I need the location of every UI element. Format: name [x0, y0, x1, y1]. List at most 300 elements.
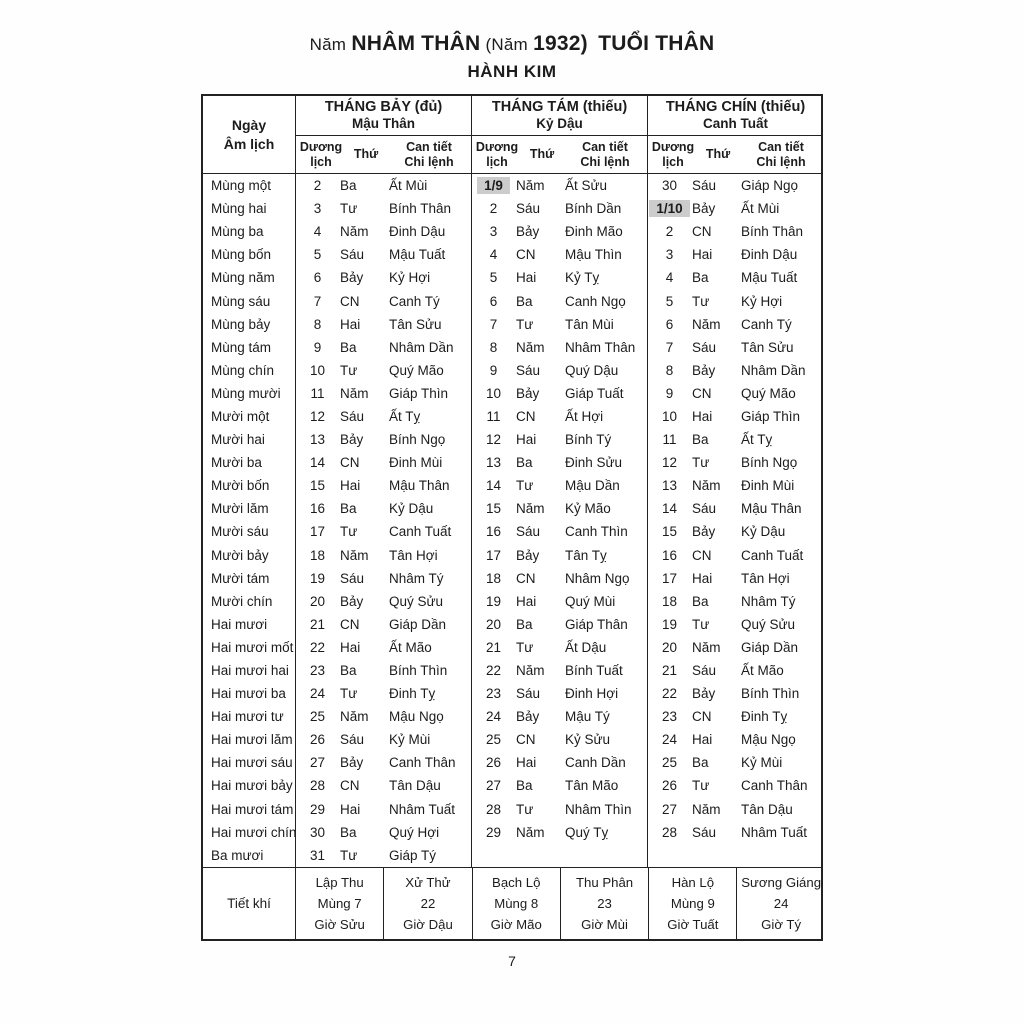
solar-date-cell: 11: [295, 382, 339, 405]
canchi-cell: Mậu Thân: [741, 501, 802, 517]
weekday-cell: Tư: [516, 801, 534, 817]
tietkhi-cell: [560, 868, 648, 939]
weekday-cell: Ba: [340, 178, 357, 194]
table-row: [203, 705, 821, 728]
tietkhi-label: Tiết khí: [227, 895, 271, 911]
canchi-cell: Kỷ Sửu: [565, 732, 611, 748]
solar-date-cell: 3: [471, 220, 515, 243]
solar-date-cell: 4: [295, 220, 339, 243]
solar-date-cell: 26: [295, 728, 339, 751]
lunar-day-label: Mùng tám: [211, 339, 272, 355]
month-header-7: [295, 96, 471, 173]
weekday-cell: Bảy: [516, 224, 540, 240]
canchi-cell: Mậu Tuất: [389, 247, 446, 263]
canchi-cell: Bính Thân: [389, 201, 452, 217]
canchi-cell: Tân Hợi: [741, 570, 790, 586]
solar-date-cell: 12: [471, 428, 515, 451]
calendar-body: [203, 174, 821, 867]
solar-date-cell: 25: [471, 728, 515, 751]
weekday-header: Thứ: [529, 147, 555, 162]
solar-date-cell: 29: [295, 798, 339, 821]
weekday-cell: Bảy: [340, 593, 364, 609]
weekday-cell: Năm: [340, 385, 369, 401]
weekday-cell: Bảy: [340, 755, 364, 771]
solar-date-cell: 15: [647, 520, 691, 543]
solar-date-cell: 29: [471, 821, 515, 844]
corner-line1: Ngày: [231, 117, 267, 134]
page-title: [0, 32, 1024, 56]
weekday-cell: Tư: [692, 455, 710, 471]
solar-date-cell: 30: [647, 174, 691, 197]
table-row: [203, 497, 821, 520]
table-row: [203, 266, 821, 289]
solar-date-cell: 10: [647, 405, 691, 428]
solar-date-cell: 27: [295, 751, 339, 774]
solar-date-cell: 14: [295, 451, 339, 474]
month-header-9: [647, 96, 823, 173]
canchi-cell: Nhâm Dần: [741, 362, 806, 378]
canchi-cell: Canh Thân: [389, 755, 456, 771]
solar-date-cell: 5: [647, 289, 691, 312]
lunar-day-label: Mười một: [211, 408, 270, 424]
solar-date-cell: 3: [647, 243, 691, 266]
canchi-cell: Ất Tỵ: [741, 432, 773, 448]
solar-date-cell: 2: [295, 174, 339, 197]
solar-date-cell: 17: [471, 544, 515, 567]
table-row: [203, 728, 821, 751]
weekday-cell: Năm: [516, 178, 545, 194]
page-number: 7: [508, 952, 516, 969]
lunar-day-label: Ba mươi: [211, 847, 264, 863]
solar-date-cell: 31: [295, 844, 339, 867]
lunar-day-label: Mười tám: [211, 570, 270, 586]
weekday-cell: Hai: [340, 478, 361, 494]
canchi-cell: Ất Dậu: [565, 639, 607, 655]
solar-date-cell: 8: [647, 359, 691, 382]
canchi-cell: Kỷ Hợi: [741, 293, 783, 309]
table-row: [203, 220, 821, 243]
month-name: THÁNG TÁM (thiếu): [491, 99, 628, 115]
solar-date-cell: 11: [647, 428, 691, 451]
month-header-8: [471, 96, 647, 173]
canchi-cell: Canh Dần: [565, 755, 626, 771]
weekday-cell: Ba: [516, 455, 533, 471]
solar-date-cell: 20: [295, 590, 339, 613]
month-name: THÁNG CHÍN (thiếu): [665, 99, 806, 115]
canchi-header: Can tiết Chi lệnh: [404, 140, 454, 169]
canchi-cell: Bính Thân: [741, 224, 804, 240]
weekday-cell: Năm: [340, 709, 369, 725]
table-row: [203, 682, 821, 705]
canchi-cell: Kỷ Dậu: [389, 501, 434, 517]
solar-date-cell: 30: [295, 821, 339, 844]
tietkhi-cell: [736, 868, 824, 939]
solar-date-cell: 4: [471, 243, 515, 266]
solar-date-cell: 21: [295, 613, 339, 636]
month-name: THÁNG BẢY (đủ): [324, 99, 443, 115]
weekday-cell: CN: [692, 709, 712, 725]
table-row: [203, 382, 821, 405]
tietkhi-line: 23: [597, 895, 612, 911]
canchi-cell: Giáp Ngọ: [741, 178, 799, 194]
table-row: [203, 474, 821, 497]
tietkhi-line: Mùng 8: [494, 895, 539, 911]
weekday-cell: Tư: [340, 524, 358, 540]
canchi-cell: Bính Thìn: [741, 686, 800, 702]
solar-date-cell: 18: [471, 567, 515, 590]
weekday-cell: CN: [516, 732, 536, 748]
canchi-cell: Canh Tuất: [389, 524, 452, 540]
weekday-cell: Năm: [516, 663, 545, 679]
solar-date-cell: 18: [295, 544, 339, 567]
canchi-cell: Bính Tý: [565, 432, 612, 448]
canchi-cell: Kỷ Tỵ: [565, 270, 600, 286]
table-row: [203, 844, 821, 867]
solar-date-cell: 13: [295, 428, 339, 451]
tietkhi-line: Mùng 9: [670, 895, 715, 911]
canchi-cell: Đinh Sửu: [565, 455, 623, 471]
weekday-cell: Hai: [692, 247, 713, 263]
tietkhi-line: Xử Thử: [405, 874, 451, 890]
canchi-cell: Quý Sửu: [389, 593, 444, 609]
table-row: [203, 774, 821, 797]
solar-date-cell: 13: [471, 451, 515, 474]
weekday-cell: Sáu: [692, 501, 717, 517]
weekday-cell: Tư: [340, 686, 358, 702]
weekday-cell: Năm: [340, 224, 369, 240]
weekday-cell: Tư: [340, 847, 358, 863]
lunar-day-label: Mười chín: [211, 593, 273, 609]
weekday-cell: Ba: [516, 778, 533, 794]
weekday-cell: Sáu: [692, 663, 717, 679]
solar-date-cell: 14: [471, 474, 515, 497]
weekday-cell: Sáu: [516, 201, 541, 217]
highlighted-solar-date: 1/9: [477, 177, 510, 194]
solar-date-cell: 7: [471, 313, 515, 336]
canchi-cell: Canh Tuất: [741, 547, 804, 563]
weekday-cell: Sáu: [516, 524, 541, 540]
weekday-cell: CN: [516, 247, 536, 263]
solar-date-cell: 28: [295, 774, 339, 797]
title-year-number: 1932): [533, 32, 588, 55]
solar-date-cell: 6: [471, 289, 515, 312]
title-age: TUỔI THÂN: [598, 32, 715, 55]
tietkhi-cell: [648, 868, 736, 939]
solar-date-cell: 23: [647, 705, 691, 728]
weekday-cell: Năm: [516, 339, 545, 355]
month-canchi: Mậu Thân: [352, 116, 415, 132]
lunar-day-label: Mùng sáu: [211, 293, 271, 309]
weekday-cell: CN: [692, 385, 712, 401]
weekday-cell: Sáu: [692, 339, 717, 355]
canchi-cell: Bính Ngọ: [741, 455, 798, 471]
canchi-cell: Đinh Hợi: [565, 686, 619, 702]
weekday-cell: Năm: [516, 824, 545, 840]
weekday-header: Thứ: [705, 147, 731, 162]
tietkhi-line: Lập Thu: [315, 874, 364, 890]
solar-date-cell: 19: [295, 567, 339, 590]
canchi-cell: Tân Sửu: [389, 316, 442, 332]
canchi-cell: Giáp Dần: [741, 639, 799, 655]
weekday-cell: CN: [692, 224, 712, 240]
calendar-table: [201, 94, 823, 941]
solar-date-cell: 25: [295, 705, 339, 728]
canchi-cell: Đinh Dậu: [389, 224, 446, 240]
lunar-day-label: Hai mươi bảy: [211, 778, 293, 794]
solar-date-header: Dương lịch: [299, 140, 343, 169]
weekday-cell: Năm: [692, 639, 721, 655]
tietkhi-line: Giờ Mão: [490, 916, 542, 932]
weekday-cell: Hai: [516, 270, 537, 286]
lunar-day-label: Mười bảy: [211, 547, 269, 563]
canchi-cell: Quý Mão: [741, 385, 796, 401]
tietkhi-line: Giờ Mùi: [581, 916, 628, 932]
canchi-cell: Tân Sửu: [741, 339, 794, 355]
canchi-cell: Tân Dậu: [741, 801, 793, 817]
canchi-header: Can tiết Chi lệnh: [756, 140, 806, 169]
canchi-cell: Nhâm Dần: [389, 339, 454, 355]
month-canchi: Canh Tuất: [703, 116, 768, 132]
weekday-cell: Bảy: [340, 432, 364, 448]
solar-date-cell: 24: [295, 682, 339, 705]
table-row: [203, 174, 821, 197]
weekday-cell: Hai: [692, 570, 713, 586]
corner-header: [203, 96, 295, 173]
solar-date-cell: 2: [647, 220, 691, 243]
weekday-cell: Hai: [692, 732, 713, 748]
solar-date-cell: [471, 844, 515, 867]
table-row: [203, 544, 821, 567]
tietkhi-cell: [383, 868, 471, 939]
solar-date-cell: 12: [647, 451, 691, 474]
weekday-cell: CN: [340, 455, 360, 471]
weekday-cell: Ba: [340, 824, 357, 840]
lunar-day-label: Mười ba: [211, 455, 262, 471]
lunar-day-label: Hai mươi mốt: [211, 639, 294, 655]
table-row: [203, 821, 821, 844]
tietkhi-line: Giờ Tý: [761, 916, 802, 932]
solar-date-cell: 27: [647, 798, 691, 821]
corner-line2: Âm lịch: [223, 135, 275, 152]
solar-date-cell: 26: [647, 774, 691, 797]
weekday-cell: Ba: [692, 432, 709, 448]
canchi-cell: Mậu Dần: [565, 478, 620, 494]
weekday-cell: CN: [340, 616, 360, 632]
solar-date-cell: 26: [471, 751, 515, 774]
weekday-cell: Bảy: [516, 547, 540, 563]
solar-date-cell: 16: [471, 520, 515, 543]
weekday-cell: CN: [516, 408, 536, 424]
weekday-cell: Hai: [516, 432, 537, 448]
lunar-day-label: Hai mươi tám: [211, 801, 294, 817]
canchi-cell: Mậu Ngọ: [389, 709, 444, 725]
weekday-cell: Ba: [340, 663, 357, 679]
canchi-cell: Tân Tỵ: [565, 547, 607, 563]
weekday-cell: CN: [340, 778, 360, 794]
lunar-day-label: Mười hai: [211, 432, 265, 448]
table-row: [203, 405, 821, 428]
table-row: [203, 751, 821, 774]
weekday-cell: Hai: [340, 639, 361, 655]
solar-date-cell: 15: [471, 497, 515, 520]
solar-date-cell: 24: [471, 705, 515, 728]
weekday-header: Thứ: [353, 147, 379, 162]
table-row: [203, 567, 821, 590]
tietkhi-line: 22: [420, 895, 436, 911]
solar-date-cell: 19: [471, 590, 515, 613]
lunar-day-label: Mùng mười: [211, 385, 281, 401]
lunar-day-label: Hai mươi chín: [211, 824, 297, 840]
element-subtitle: HÀNH KIM: [467, 62, 557, 81]
table-header: [203, 96, 821, 174]
weekday-cell: Tư: [340, 201, 358, 217]
lunar-day-label: Mùng ba: [211, 224, 264, 240]
canchi-cell: Quý Hợi: [389, 824, 440, 840]
weekday-cell: Ba: [340, 501, 357, 517]
lunar-day-label: Mùng chín: [211, 362, 275, 378]
weekday-cell: Bảy: [692, 524, 716, 540]
table-row: [203, 590, 821, 613]
lunar-day-label: Hai mươi lăm: [211, 732, 293, 748]
title-paren: (Năm: [485, 35, 528, 54]
solar-date-cell: [647, 197, 691, 220]
canchi-cell: Ất Tỵ: [389, 408, 421, 424]
solar-date-cell: 21: [647, 659, 691, 682]
solar-date-cell: 23: [295, 659, 339, 682]
solar-date-cell: 10: [295, 359, 339, 382]
title-block: [0, 0, 1024, 82]
solar-date-cell: 12: [295, 405, 339, 428]
canchi-cell: Nhâm Thìn: [565, 801, 632, 817]
weekday-cell: Hai: [340, 801, 361, 817]
weekday-cell: Sáu: [340, 408, 365, 424]
canchi-cell: Nhâm Tuất: [389, 801, 456, 817]
solar-date-cell: 24: [647, 728, 691, 751]
lunar-day-label: Mùng năm: [211, 270, 275, 286]
canchi-header: Can tiết Chi lệnh: [580, 140, 630, 169]
table-row: [203, 313, 821, 336]
canchi-cell: Canh Ngọ: [565, 293, 626, 309]
weekday-cell: Sáu: [340, 247, 365, 263]
canchi-cell: Tân Mùi: [565, 316, 614, 332]
lunar-day-label: Mười bốn: [211, 478, 270, 494]
weekday-cell: Ba: [516, 293, 533, 309]
weekday-cell: CN: [516, 570, 536, 586]
solar-date-cell: 9: [295, 336, 339, 359]
solar-date-cell: 22: [471, 659, 515, 682]
weekday-cell: Bảy: [340, 270, 364, 286]
solar-date-cell: 2: [471, 197, 515, 220]
weekday-cell: Tư: [692, 293, 710, 309]
canchi-cell: Giáp Dần: [389, 616, 447, 632]
weekday-cell: Ba: [692, 270, 709, 286]
weekday-cell: Sáu: [692, 178, 717, 194]
solar-date-cell: 21: [471, 636, 515, 659]
weekday-cell: Tư: [516, 478, 534, 494]
solar-date-cell: 5: [471, 266, 515, 289]
weekday-cell: Năm: [692, 316, 721, 332]
solar-date-cell: 28: [471, 798, 515, 821]
canchi-cell: Bính Dần: [565, 201, 622, 217]
lunar-day-label: Mùng một: [211, 178, 272, 194]
lunar-day-label: Mùng bảy: [211, 316, 271, 332]
lunar-day-label: Mùng bốn: [211, 247, 272, 263]
canchi-cell: Đinh Mão: [565, 224, 623, 240]
canchi-cell: Ất Mão: [389, 639, 432, 655]
canchi-cell: Kỷ Hợi: [389, 270, 431, 286]
lunar-day-label: Hai mươi tư: [211, 709, 284, 725]
tietkhi-line: Bạch Lộ: [492, 874, 541, 890]
weekday-cell: Ba: [340, 339, 357, 355]
table-row: [203, 451, 821, 474]
canchi-cell: Đinh Mùi: [389, 455, 443, 471]
table-row: [203, 336, 821, 359]
tietkhi-line: Hàn Lộ: [671, 874, 715, 890]
solar-date-cell: 6: [295, 266, 339, 289]
solar-date-cell: 22: [647, 682, 691, 705]
weekday-cell: CN: [692, 547, 712, 563]
weekday-cell: Năm: [692, 801, 721, 817]
canchi-cell: Nhâm Tý: [741, 593, 796, 609]
solar-date-cell: 7: [647, 336, 691, 359]
canchi-cell: Kỷ Mão: [565, 501, 611, 517]
weekday-cell: Tư: [692, 616, 710, 632]
weekday-cell: Hai: [516, 593, 537, 609]
solar-date-cell: [471, 174, 515, 197]
weekday-cell: Hai: [340, 316, 361, 332]
solar-date-cell: 25: [647, 751, 691, 774]
tietkhi-cell: [472, 868, 560, 939]
weekday-cell: Ba: [692, 755, 709, 771]
canchi-cell: Ất Mùi: [741, 201, 780, 217]
canchi-cell: Canh Thìn: [565, 524, 628, 540]
solar-date-cell: 27: [471, 774, 515, 797]
canchi-cell: Tân Hợi: [389, 547, 438, 563]
canchi-cell: Giáp Tý: [389, 847, 437, 863]
canchi-cell: Quý Dậu: [565, 362, 619, 378]
canchi-cell: Bính Thìn: [389, 663, 448, 679]
solar-date-header: Dương lịch: [475, 140, 519, 169]
canchi-cell: Mậu Tý: [565, 709, 610, 725]
solar-date-cell: 9: [471, 359, 515, 382]
canchi-cell: Quý Mão: [389, 362, 444, 378]
canchi-cell: Ất Sửu: [565, 178, 608, 194]
solar-date-cell: 3: [295, 197, 339, 220]
solar-date-cell: 16: [295, 497, 339, 520]
weekday-cell: Ba: [692, 593, 709, 609]
canchi-cell: Canh Tý: [389, 293, 440, 309]
table-row: [203, 659, 821, 682]
canchi-cell: Mậu Thìn: [565, 247, 622, 263]
lunar-day-label: Hai mươi hai: [211, 663, 289, 679]
weekday-cell: Bảy: [692, 362, 716, 378]
solar-date-cell: 22: [295, 636, 339, 659]
canchi-cell: Giáp Thìn: [389, 385, 449, 401]
solar-date-cell: 6: [647, 313, 691, 336]
solar-date-cell: 13: [647, 474, 691, 497]
solar-date-cell: 14: [647, 497, 691, 520]
tietkhi-row: [203, 867, 821, 939]
canchi-cell: Nhâm Thân: [565, 339, 636, 355]
solar-date-cell: [647, 844, 691, 867]
weekday-cell: Bảy: [516, 709, 540, 725]
solar-date-cell: 8: [471, 336, 515, 359]
canchi-cell: Đinh Mùi: [741, 478, 795, 494]
weekday-cell: Sáu: [340, 570, 365, 586]
lunar-day-label: Mùng hai: [211, 201, 267, 217]
tietkhi-line: 24: [773, 895, 789, 911]
canchi-cell: Tân Dậu: [389, 778, 441, 794]
